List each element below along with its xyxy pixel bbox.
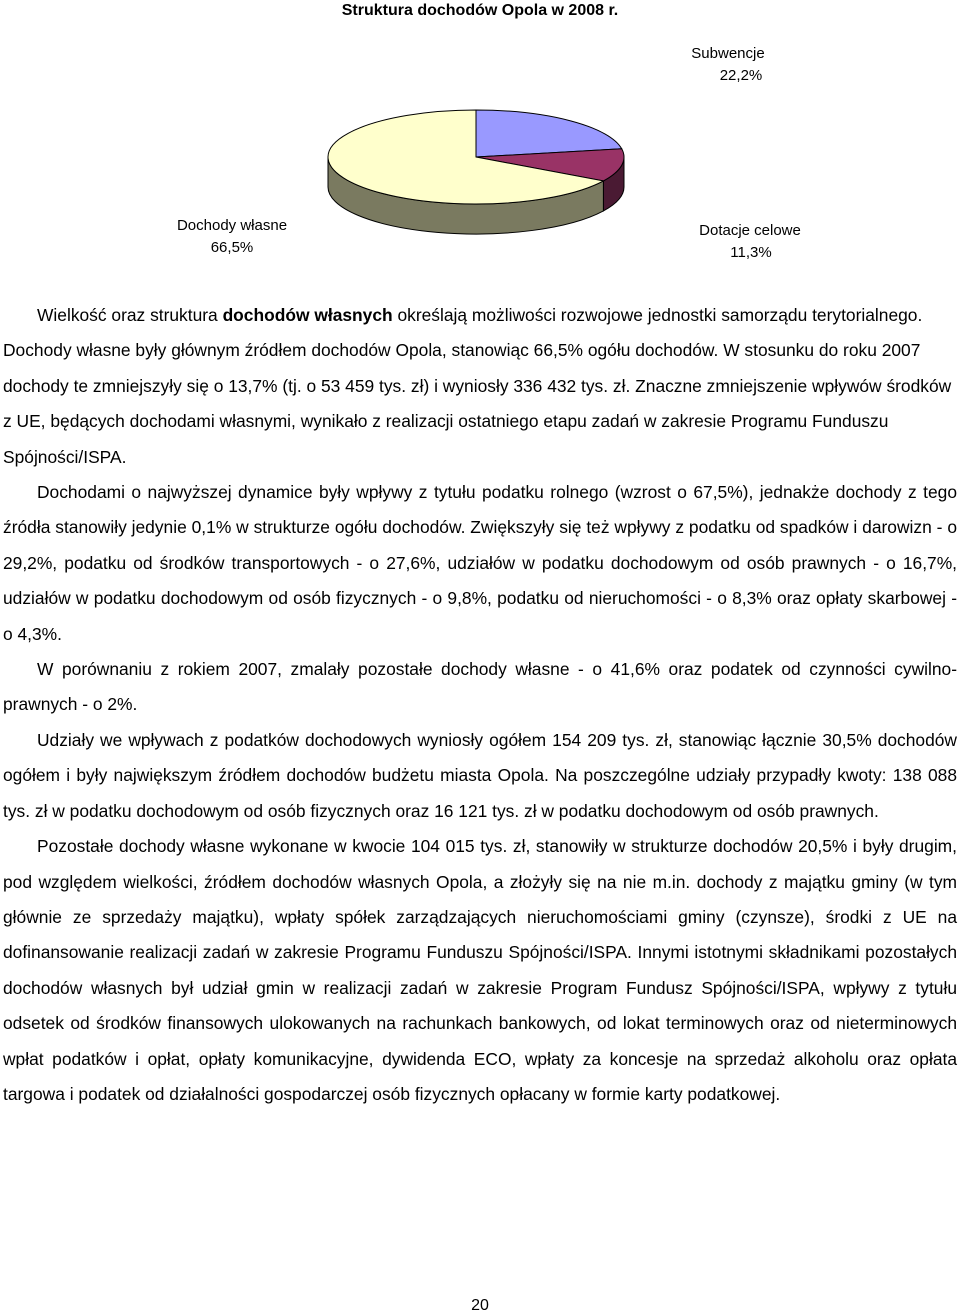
paragraph-3: W porównaniu z rokiem 2007, zmalały pozostałe dochody własne - o 41,6% oraz podatek od czynności cywilno-prawnych - o 2%. bbox=[3, 659, 957, 715]
paragraph-1 bbox=[3, 298, 957, 475]
paragraph-5: Pozostałe dochody własne wykonane w kwocie 104 015 tys. zł, stanowiły w strukturze dochodów 20,5% i były drugim, pod względem wielkości, źródłem dochodów własnych Opola, a złożyły się na nie m.in. dochody z majątku gminy (w tym głównie ze sprzedaży majątku), wpłaty spółek zarządzających nieruchomościami gminy (czynsze), środki z UE na dofinansowanie realizacji zadań w zakresie Programu Funduszu Spójności/ISPA. Innymi istotnymi składnikami pozostałych dochodów własnych był udział gmin w realizacji zadań w zakresie Program Fundusz Spójności/ISPA, wpływy z tytułu odsetek od środków finansowych ulokowanych na rachunkach bankowych, od lokat terminowych oraz od nieterminowych wpłat podatków i opłat, opłaty komunikacyjne, dywidenda ECO, wpłaty za koncesje na sprzedaż alkoholu oraz opłata targowa i podatek od działalności gospodarczej osób fizycznych opłacany w formie karty podatkowej. bbox=[3, 836, 957, 1104]
body-text bbox=[3, 298, 957, 1112]
label-dochody-name: Dochody własne bbox=[176, 217, 288, 234]
paragraph-4: Udziały we wpływach z podatków dochodowych wyniosły ogółem 154 209 tys. zł, stanowiąc łącznie 30,5% dochodów ogółem i były największym źródłem dochodów budżetu miasta Opola. Na poszczególne udziały przypadły kwoty: 138 088 tys. zł w podatku dochodowym od osób fizycznych oraz 16 121 tys. zł w podatku dochodowym od osób prawnych. bbox=[3, 729, 957, 821]
paragraph-1-bold: dochodów własnych bbox=[222, 305, 393, 325]
pie-chart bbox=[0, 0, 960, 270]
page-number: 20 bbox=[471, 1297, 489, 1314]
paragraph-1-start: Wielkość oraz struktura bbox=[37, 305, 223, 325]
label-subwencje-value: 22,2% bbox=[719, 67, 763, 84]
paragraph-2: Dochodami o najwyższej dynamice były wpływy z tytułu podatku rolnego (wzrost o 67,5%), jednakże dochody z tego źródła stanowiły jedynie 0,1% w strukturze ogółu dochodów. Zwiększyły się też wpływy z podatku od spadków i darowizn - o 29,2%, podatku od środków transportowych - o 27,6%, udziałów w podatku dochodowym od osób prawnych - o 16,7%, udziałów w podatku dochodowym od osób fizycznych - o 9,8%, podatku od nieruchomości - o 8,3% oraz opłaty skarbowej - o 4,3%. bbox=[3, 482, 957, 644]
label-subwencje-name: Subwencje bbox=[691, 45, 765, 62]
label-dotacje-name: Dotacje celowe bbox=[699, 222, 801, 239]
paragraph-1-rest: określają możliwości rozwojowe jednostki samorządu terytorialnego. Dochody własne były głównym źródłem dochodów Opola, stanowiąc 66,5% ogółu dochodów. W stosunku do roku 2007 dochody te zmniejszyły się o 13,7% (tj. o 53 459 tys. zł) i wyniosły 336 432 tys. zł. Znaczne zmniejszenie wpływów środków z UE, będących dochodami własnymi, wynikało z realizacji ostatniego etapu zadań w zakresie Programu Funduszu Spójności/ISPA. bbox=[3, 305, 952, 467]
pie-top-faces bbox=[328, 110, 624, 204]
label-dotacje-value: 11,3% bbox=[730, 244, 772, 261]
chart-title: Struktura dochodów Opola w 2008 r. bbox=[341, 2, 619, 19]
label-dochody-value: 66,5% bbox=[210, 239, 254, 256]
